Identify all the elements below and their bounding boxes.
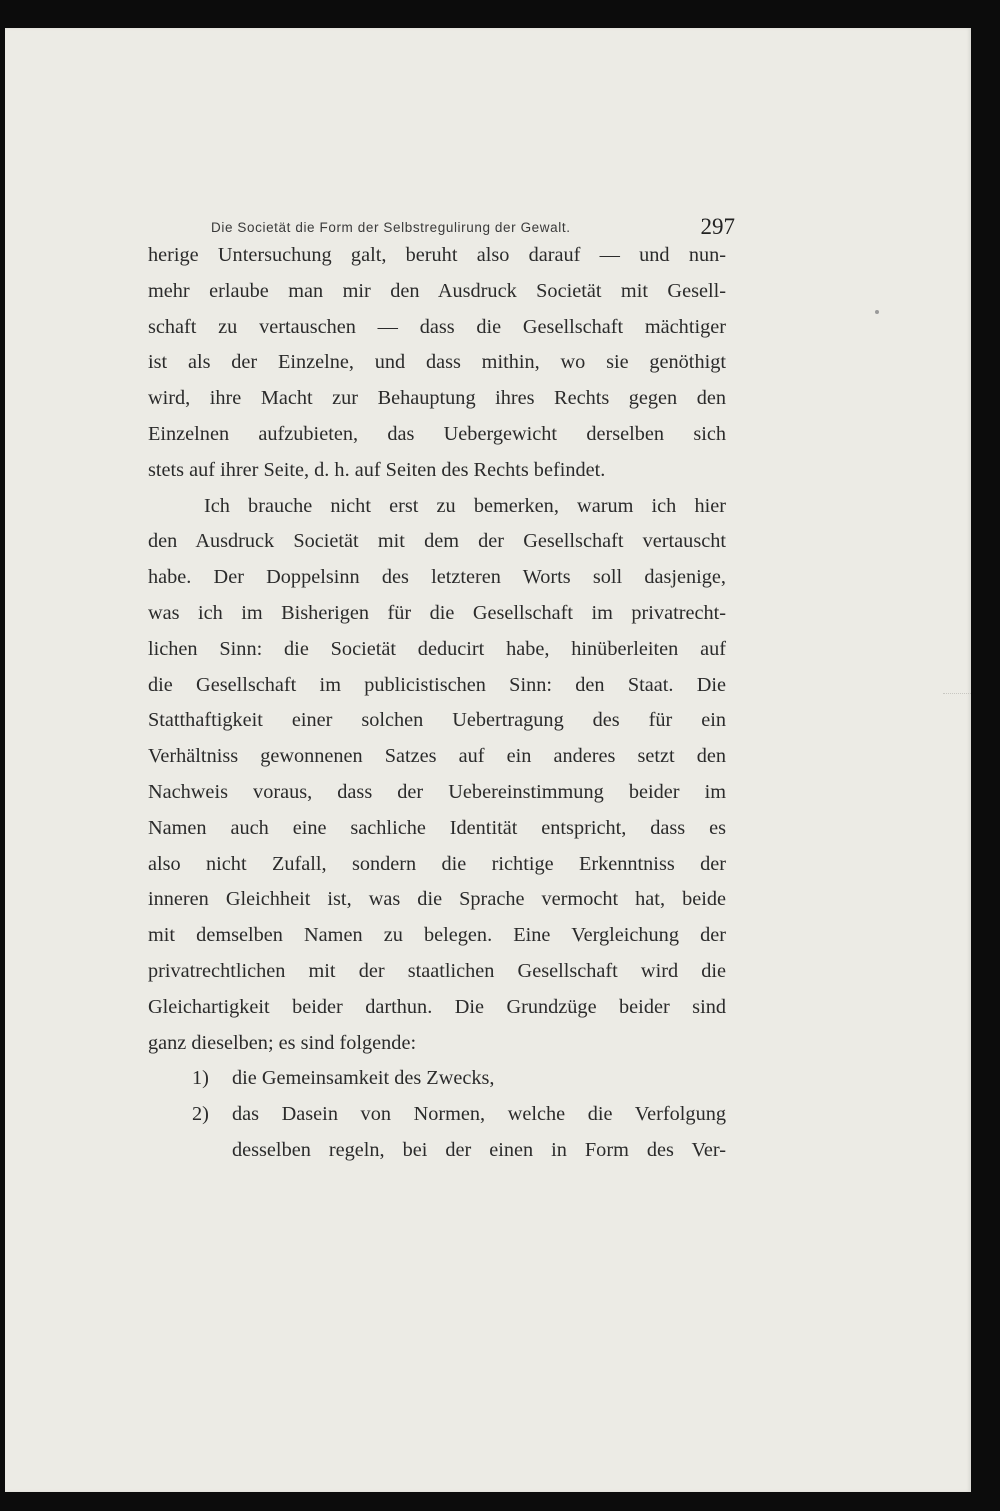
text-line: Verhältniss gewonnenen Satzes auf ein anderes setzt den <box>148 745 726 768</box>
list-text: die Gemeinsamkeit des Zwecks, <box>232 1067 495 1090</box>
paragraph-2 <box>148 489 726 1062</box>
list-text: desselben regeln, bei der einen in Form des Ver- <box>232 1138 726 1161</box>
text-line: schaft zu vertauschen — dass die Gesellschaft mächtiger <box>148 315 726 338</box>
text-line: stets auf ihrer Seite, d. h. auf Seiten des Rechts befindet. <box>148 458 606 481</box>
text-line: wird, ihre Macht zur Behauptung ihres Rechts gegen den <box>148 387 726 410</box>
text-line: ganz dieselben; es sind folgende: <box>148 1031 417 1054</box>
list-text: das Dasein von Normen, welche die Verfolgung <box>232 1103 726 1126</box>
text-line: herige Untersuchung galt, beruht also darauf — und nun- <box>148 244 726 266</box>
text-line: mit demselben Namen zu belegen. Eine Vergleichung der <box>148 924 726 947</box>
text-line: Statthaftigkeit einer solchen Uebertragung des für ein <box>148 709 726 732</box>
text-line: Gleichartigkeit beider darthun. Die Grundzüge beider sind <box>148 995 726 1018</box>
running-head: Die Societät die Form der Selbstregulirung der Gewalt. <box>211 220 571 235</box>
text-line: was ich im Bisherigen für die Gesellschaft im privatrecht- <box>148 601 726 624</box>
text-line: ist als der Einzelne, und dass mithin, wo sie genöthigt <box>148 351 726 374</box>
text-line: die Gesellschaft im publicistischen Sinn: den Staat. Die <box>148 673 726 696</box>
enumerated-list <box>148 1061 726 1168</box>
text-line: inneren Gleichheit ist, was die Sprache vermocht hat, beide <box>148 888 726 911</box>
page-number: 297 <box>700 214 735 239</box>
text-line: Einzelnen aufzubieten, das Uebergewicht derselben sich <box>148 422 726 445</box>
paragraph-1 <box>148 238 726 489</box>
text-line: privatrechtlichen mit der staatlichen Gesellschaft wird die <box>148 959 726 982</box>
edge-mark <box>943 693 971 708</box>
text-line: habe. Der Doppelsinn des letzteren Worts soll dasjenige, <box>148 566 726 589</box>
list-item <box>148 1097 726 1133</box>
text-line: Namen auch eine sachliche Identität entspricht, dass es <box>148 816 726 839</box>
text-line: Ich brauche nicht erst zu bemerken, warum ich hier <box>204 494 726 517</box>
text-line: Nachweis voraus, dass der Uebereinstimmung beider im <box>148 780 726 803</box>
list-item-continuation <box>148 1133 726 1169</box>
list-item <box>148 1061 726 1097</box>
text-line: den Ausdruck Societät mit dem der Gesellschaft vertauscht <box>148 530 726 553</box>
text-line: lichen Sinn: die Societät deducirt habe, hinüberleiten auf <box>148 637 726 660</box>
text-line: also nicht Zufall, sondern die richtige Erkenntniss der <box>148 852 726 875</box>
text-line: mehr erlaube man mir den Ausdruck Societät mit Gesell- <box>148 279 726 302</box>
list-number: 1) <box>192 1067 209 1090</box>
list-number: 2) <box>192 1103 209 1126</box>
body-text <box>148 238 726 1169</box>
ink-speck <box>875 310 879 314</box>
